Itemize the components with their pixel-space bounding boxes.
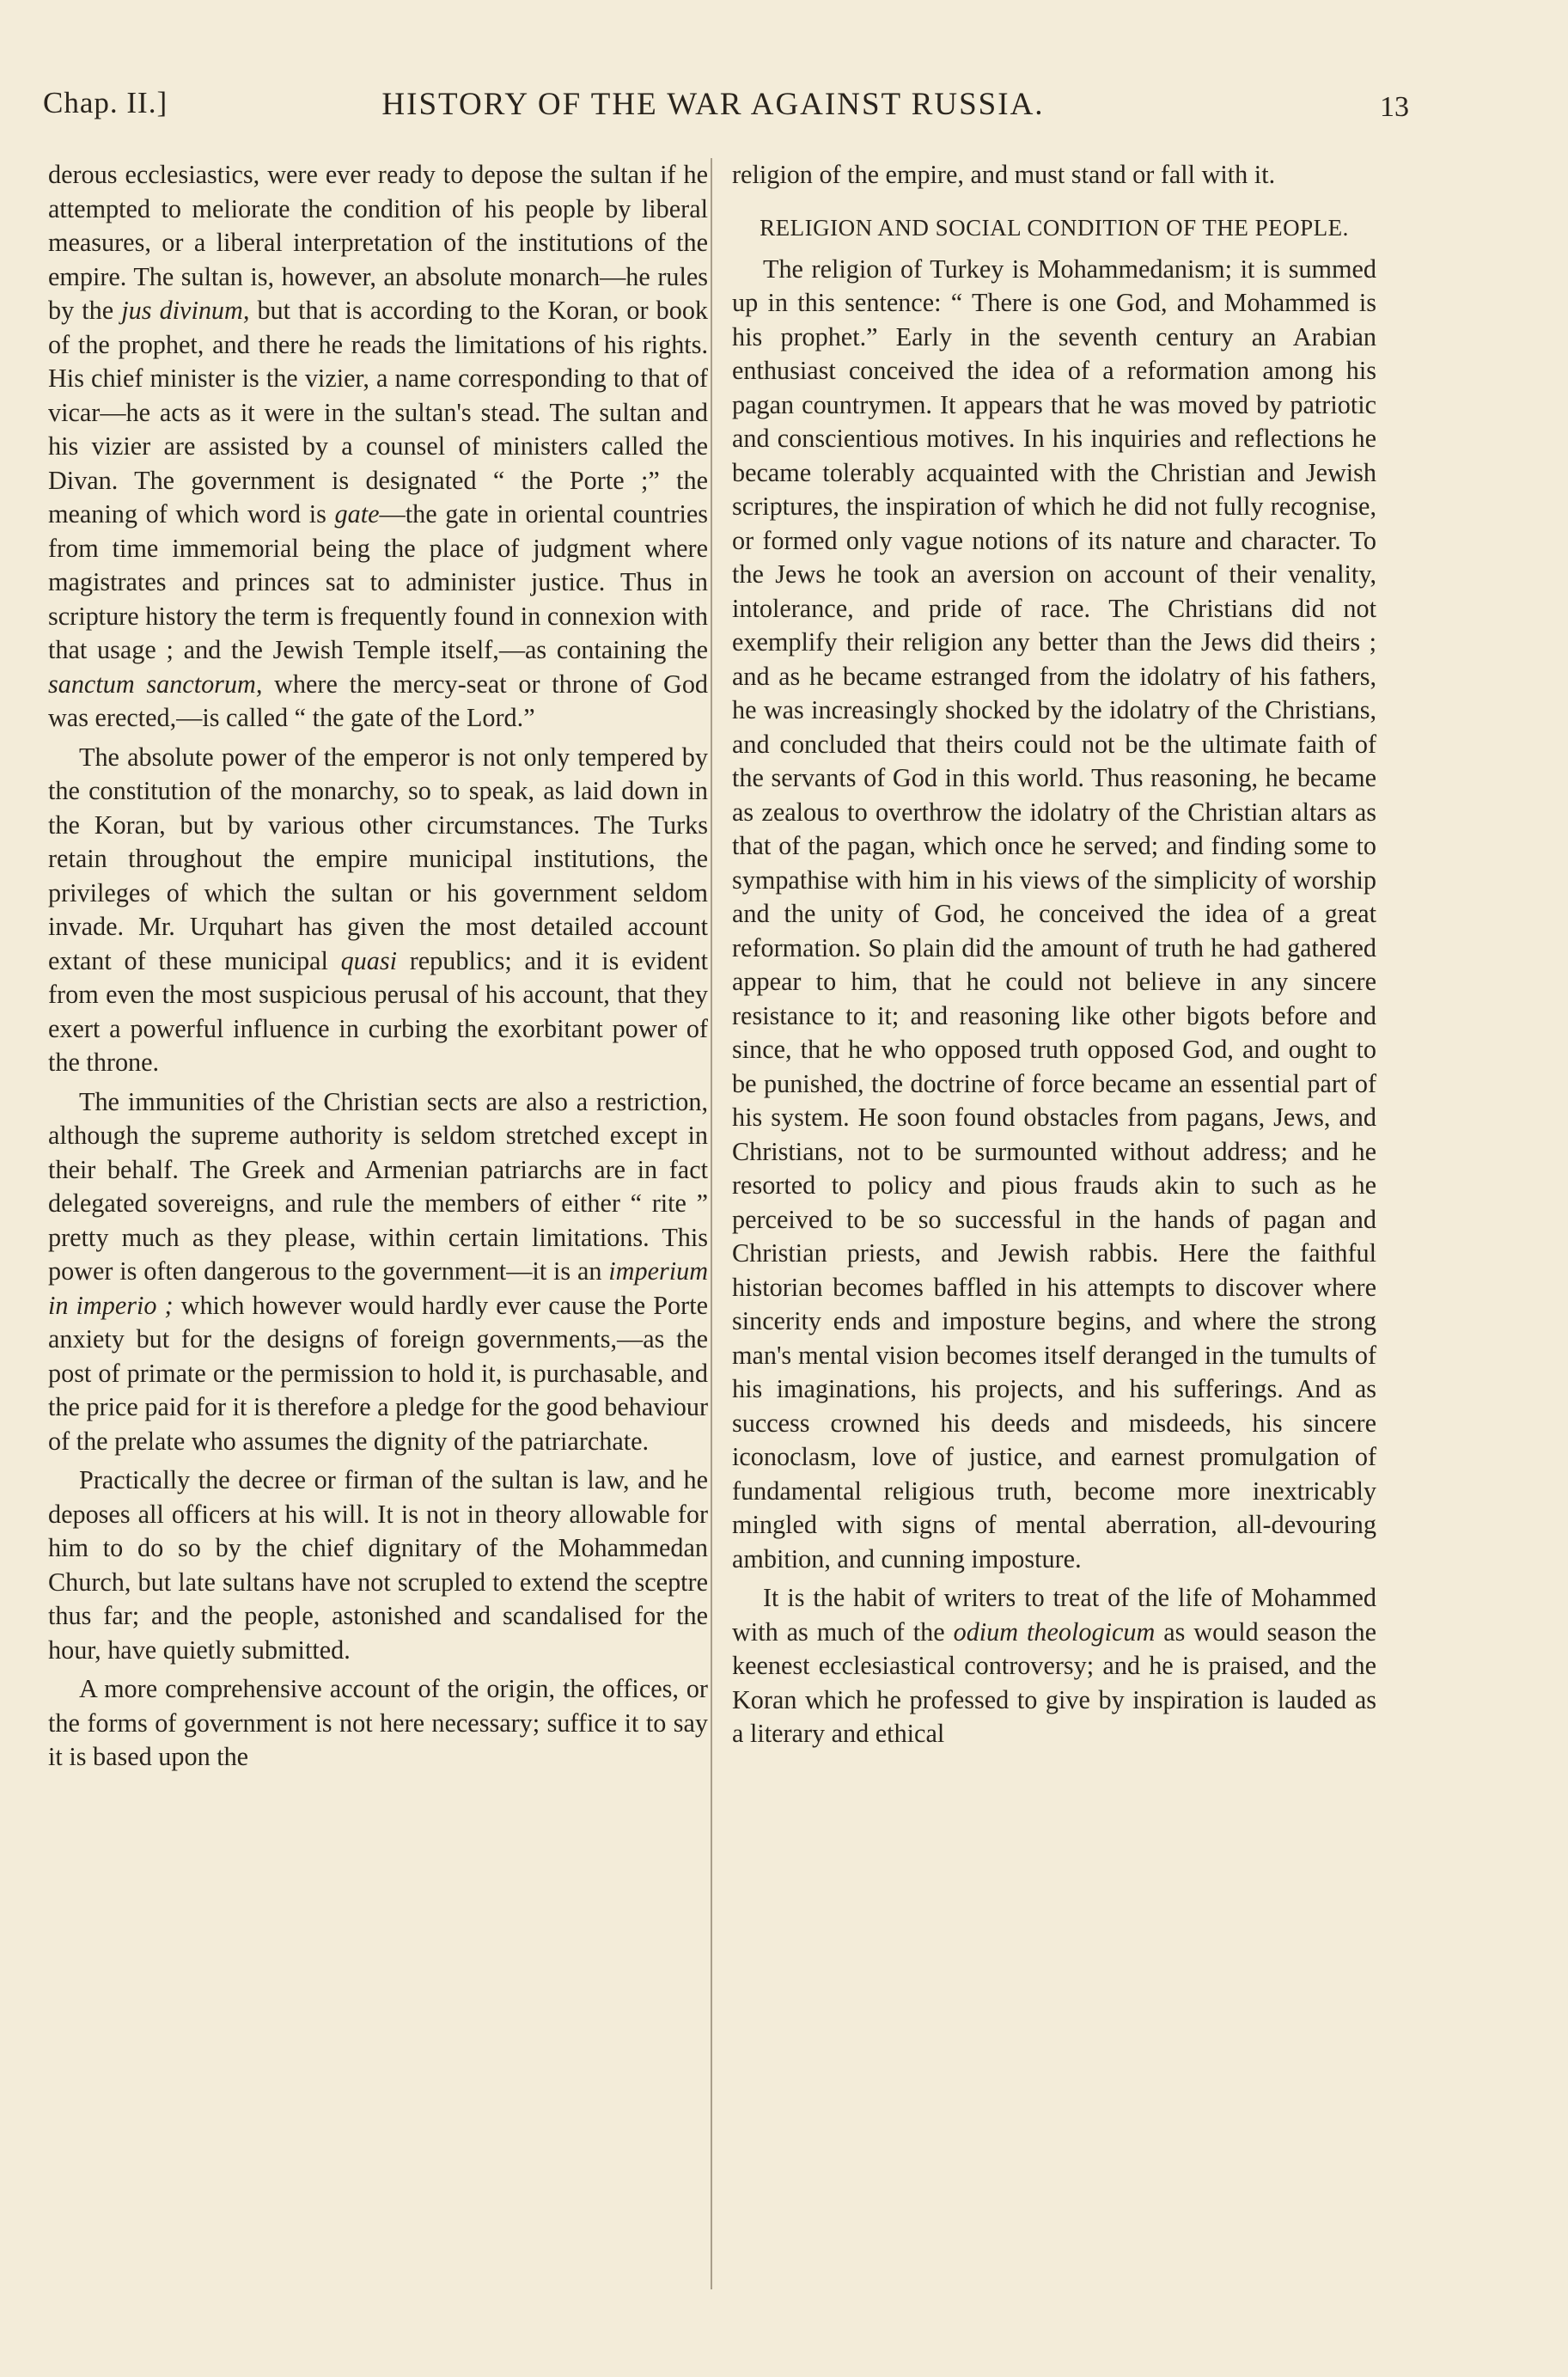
paragraph: It is the habit of writers to treat of the life of Mohammed with as much of the odium theologicum as would season the keenest ecclesiastical controversy; and he is praised, and the Koran which he professed to give by inspiration is lauded as a literary and ethical (732, 1583, 1376, 1748)
section-heading: RELIGION AND SOCIAL CONDITION OF THE PEOPLE. (760, 214, 1349, 241)
italic-term: gate (334, 499, 380, 529)
column-divider (711, 158, 712, 2289)
paragraph: religion of the empire, and must stand or fall with it. (732, 160, 1276, 189)
running-header (43, 86, 1409, 137)
latin-term: odium theologicum (953, 1616, 1156, 1647)
paragraph: The religion of Turkey is Mohammedanism; it is summed up in this sentence: “ There is one God, and Mohammed is his prophet.” Early in the seventh century an Arabian enthusiast conceived the idea of a reformation among his pagan countrymen. It appears that he was moved by patriotic and conscientious motives. In his inquiries and reflections he became tolerably acquainted with the Christian and Jewish scriptures, the inspiration of which he did not fully recognise, or formed only vague notions of its nature and character. To the Jews he took an aversion on account of their venality, intolerance, and pride of race. The Christians did not exemplify their religion any better than the Jews did theirs ; and as he became estranged from the idolatry of his fathers, he was increasingly shocked by the idolatry of the Christians, and concluded that theirs could not be the ultimate faith of the servants of God in this world. Thus reasoning, he became as zealous to overthrow the idolatry of the Christian altars as that of the pagan, which once he served; and finding some to sympathise with him in his views of the simplicity of worship and the unity of God, he conceived the idea of a great reformation. So plain did the amount of truth he had gathered appear to him, that he could not believe in any sincere resistance to it; and reasoning like other bigots before and since, that he who opposed truth opposed God, and ought to be punished, the doctrine of force became an essential part of his system. He soon found obstacles from pagans, Jews, and Christians, not to be surmounted without address; and he resorted to policy and pious frauds akin to such as he perceived to be so successful in the hands of pagan and Christian priests, and Jewish rabbis. Here the faithful historian becomes baffled in his attempts to discover where sincerity ends and imposture begins, and where the strong man's mental vision becomes itself deranged in the tumults of his imaginations, his projects, and his sufferings. And as success crowned his deeds and misdeeds, his sincere iconoclasm, love of justice, and earnest promulgation of fundamental religious truth, become more inextricably mingled with signs of mental aberration, all-devouring ambition, and cunning imposture. (732, 254, 1376, 1573)
latin-term: jus divinum, (121, 296, 250, 325)
paragraph: Practically the decree or firman of the sultan is law, and he deposes all officers at his will. It is not in theory allowable for him to do so by the chief dignitary of the Mohammedan Church, but late sultans have not scrupled to extend the sceptre thus far; and the people, astonished and scandalised for the hour, have quietly submitted. (48, 1465, 708, 1665)
latin-term: quasi (340, 945, 397, 975)
running-title: HISTORY OF THE WAR AGAINST RUSSIA. (381, 87, 1045, 122)
paragraph: The absolute power of the emperor is not only tempered by the constitution of the monarchy, so to speak, as laid down in the Koran, but by various other circumstances. The Turks retain throughout the empire municipal institutions, the privileges of which the sultan or his government seldom invade. Mr. Urquhart has given the most detailed account extant of these municipal quasi republics; and it is evident from even the most suspicious perusal of his account, that they exert a powerful influence in curbing the exorbitant power of the throne. (48, 742, 709, 1077)
latin-term: imperium in imperio ; (48, 1256, 708, 1320)
page-number: 13 (1380, 91, 1409, 123)
latin-term: sanctum sanctorum, (48, 669, 263, 699)
chapter-label: Chap. II.] (43, 86, 168, 119)
left-column (48, 158, 708, 1780)
paragraph: derous ecclesiastics, were ever ready to depose the sultan if he attempted to meliorate the condition of his people by liberal measures, or a liberal interpretation of the institutions of the empire. The sultan is, however, an absolute monarch—he rules by the jus divinum, but that is according to the Koran, or book of the prophet, and there he reads the limitations of his rights. His chief minister is the vizier, a name corresponding to that of vicar—he acts as it were in the sultan's stead. The sultan and his vizier are assisted by a counsel of ministers called the Divan. The government is designated “ the Porte ;” the meaning of which word is gate—the gate in oriental countries from time immemorial being the place of judgment where magistrates and princes sat to administer justice. Thus in scripture history the term is frequently found in connexion with that usage ; and the Jewish Temple itself,—as containing the sanctum sanctorum, where the mercy-seat or throne of God was erected,—is called “ the gate of the Lord.” (48, 160, 709, 732)
right-column (732, 158, 1376, 1757)
paragraph: A more comprehensive account of the origin, the offices, or the forms of government is not here necessary; suffice it to say it is based upon the (48, 1674, 708, 1771)
paragraph: The immunities of the Christian sects are also a restriction, although the supreme authority is seldom stretched except in their behalf. The Greek and Armenian patriarchs are in fact delegated sovereigns, and rule the members of either “ rite ” pretty much as they please, within certain limitations. This power is often dangerous to the government—it is an imperium in imperio ; which however would hardly ever cause the Porte anxiety but for the designs of foreign governments,—as the post of primate or the permission to hold it, is purchasable, and the price paid for it is therefore a pledge for the good behaviour of the prelate who assumes the dignity of the patriarchate. (48, 1086, 708, 1456)
